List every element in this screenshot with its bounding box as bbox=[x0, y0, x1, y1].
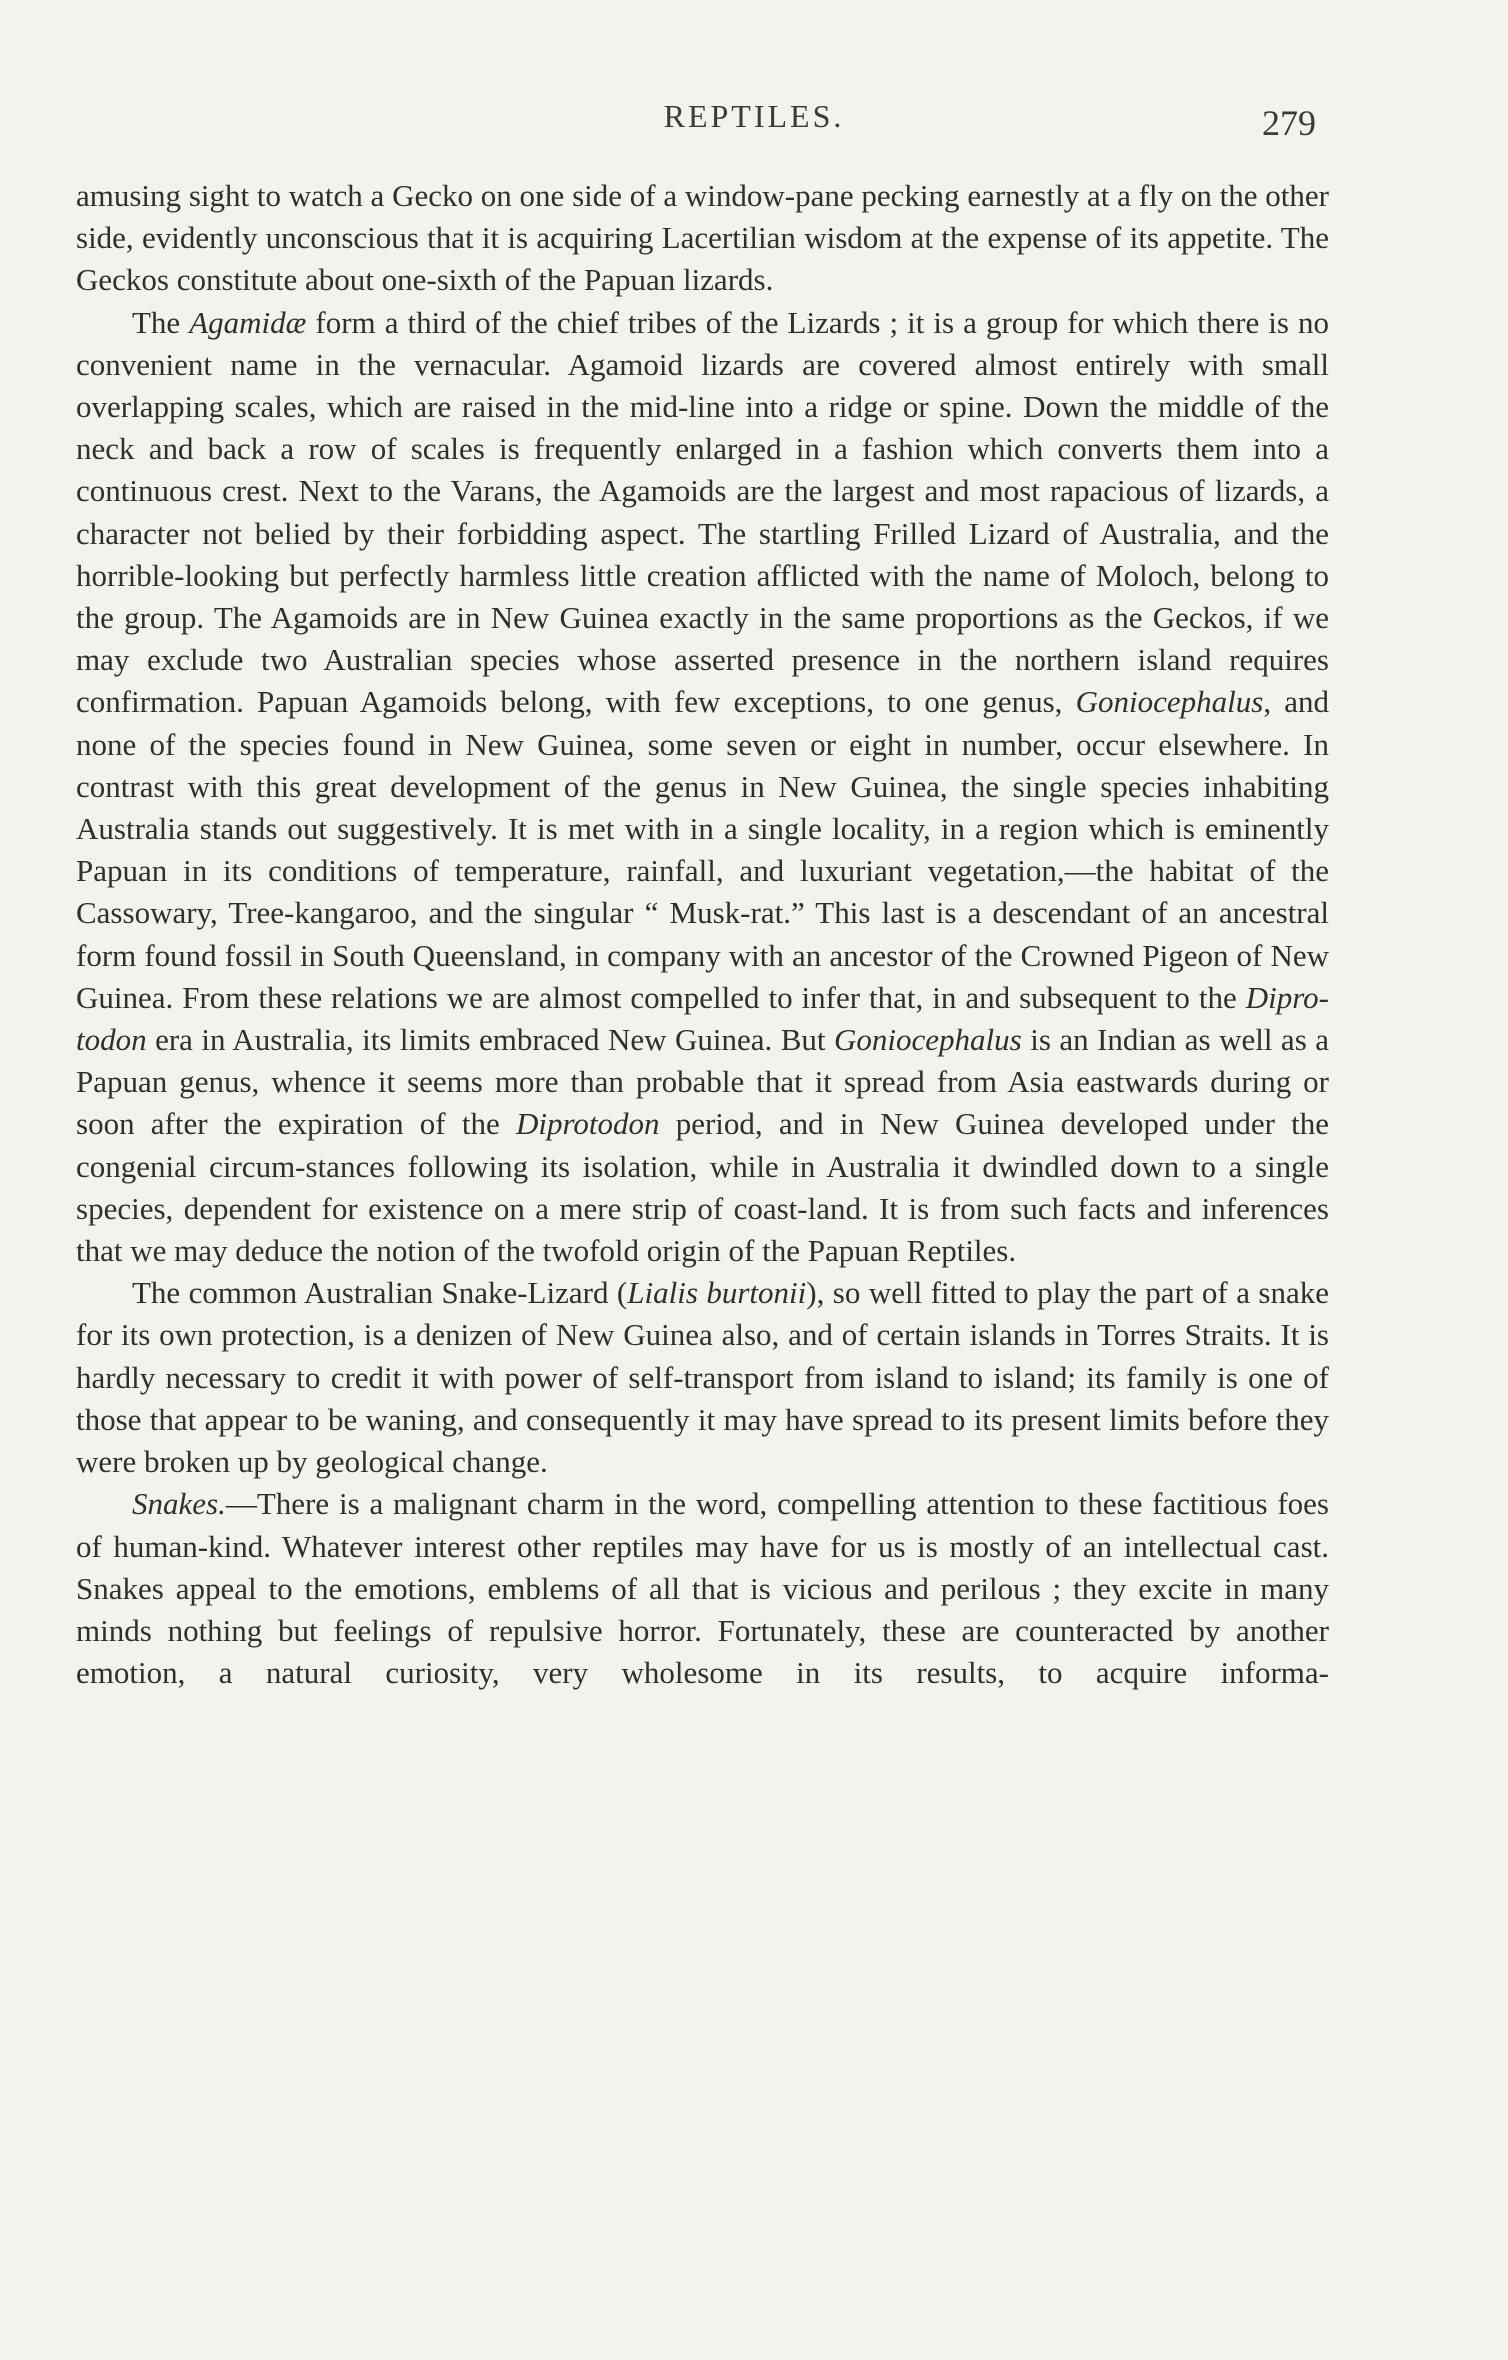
paragraph bbox=[76, 1483, 1329, 1694]
running-head bbox=[0, 98, 1508, 148]
italic-run: Dipro-todon bbox=[76, 979, 1329, 1058]
text-run: The common Australian Snake-Lizard ( bbox=[132, 1275, 628, 1311]
text-run: period, and in New Guinea developed under the congenial circum-stances following its isolation, while in Australia it dwindled down to a single species, dependent for existence on a mere strip of coast-land. It is from such facts and inferences that we may deduce the notion of the twofold origin of the Papuan Reptiles. bbox=[76, 1106, 1330, 1269]
text-run: ), so well fitted to play the part of a snake for its own protection, is a denizen of New Guinea also, and of certain islands in Torres Straits. It is hardly necessary to credit it with power of self-transport from island to island; its family is one of those that appear to be waning, and consequently it may have spread to its present limits before they were broken up by geological change. bbox=[76, 1275, 1330, 1480]
text-run: is an Indian as well as a Papuan genus, whence it seems more than probable that it spread from Asia eastwards during or soon after the expiration of the bbox=[76, 1022, 1329, 1142]
text-run: amusing sight to watch a Gecko on one side of a window-pane pecking earnestly at a fly on the other side, evidently unconscious that it is acquiring Lacertilian wisdom at the expense of its appetite. The Geckos constitute about one-sixth of the Papuan lizards. bbox=[76, 178, 1329, 298]
italic-run: Agamidæ bbox=[189, 304, 307, 340]
paragraph bbox=[76, 302, 1329, 1273]
text-run: , and none of the species found in New Guinea, some seven or eight in number, occur elsewhere. In contrast with this great development of the genus in New Guinea, the single species inhabiting Australia stands out suggestively. It is met with in a single locality, in a region which is eminently Papuan in its conditions of temperature, rainfall, and luxuriant vegetation,—the habitat of the Cassowary, Tree-kangaroo, and the singular “ Musk-rat.” This last is a descendant of an ancestral form found fossil in South Queensland, in company with an ancestor of the Crowned Pigeon of New Guinea. From these relations we are almost compelled to infer that, in and subsequent to the bbox=[76, 684, 1329, 1015]
text-run: The bbox=[132, 304, 190, 340]
italic-run: Snakes. bbox=[132, 1486, 226, 1522]
italic-run: Lialis burtonii bbox=[627, 1275, 807, 1311]
page-number: 279 bbox=[1262, 103, 1316, 143]
paragraph bbox=[76, 175, 1329, 302]
italic-run: Goniocephalus bbox=[1075, 684, 1264, 720]
text-run: —There is a malignant charm in the word, compelling attention to these factitious foes of human-kind. Whatever interest other reptiles may have for us is mostly of an intellectual cast. Snakes appeal to the emotions, emblems of all that is vicious and perilous ; they excite in many minds nothing but feelings of repulsive horror. Fortunately, these are counteracted by another emotion, a natural curiosity, very wholesome in its results, to acquire informa- bbox=[76, 1486, 1329, 1691]
italic-run: Diprotodon bbox=[515, 1106, 660, 1142]
text-run: form a third of the chief tribes of the Lizards ; it is a group for which there is no convenient name in the vernacular. Agamoid lizards are covered almost entirely with small overlapping scales, which are raised in the mid-line into a ridge or spine. Down the middle of the neck and back a row of scales is frequently enlarged in a fashion which converts them into a continuous crest. Next to the Varans, the Agamoids are the largest and most rapacious of lizards, a character not belied by their forbidding aspect. The startling Frilled Lizard of Australia, and the horrible-looking but perfectly harmless little creation afflicted with the name of Moloch, belong to the group. The Agamoids are in New Guinea exactly in the same proportions as the Geckos, if we may exclude two Australian species whose asserted presence in the northern island requires confirmation. Papuan Agamoids belong, with few exceptions, to one genus, bbox=[76, 304, 1329, 720]
text-run: era in Australia, its limits embraced New Guinea. But bbox=[146, 1022, 835, 1058]
paragraph bbox=[76, 1272, 1329, 1483]
italic-run: Goniocephalus bbox=[834, 1022, 1022, 1058]
body-text bbox=[76, 175, 1329, 1694]
running-title: REPTILES. bbox=[663, 98, 845, 134]
